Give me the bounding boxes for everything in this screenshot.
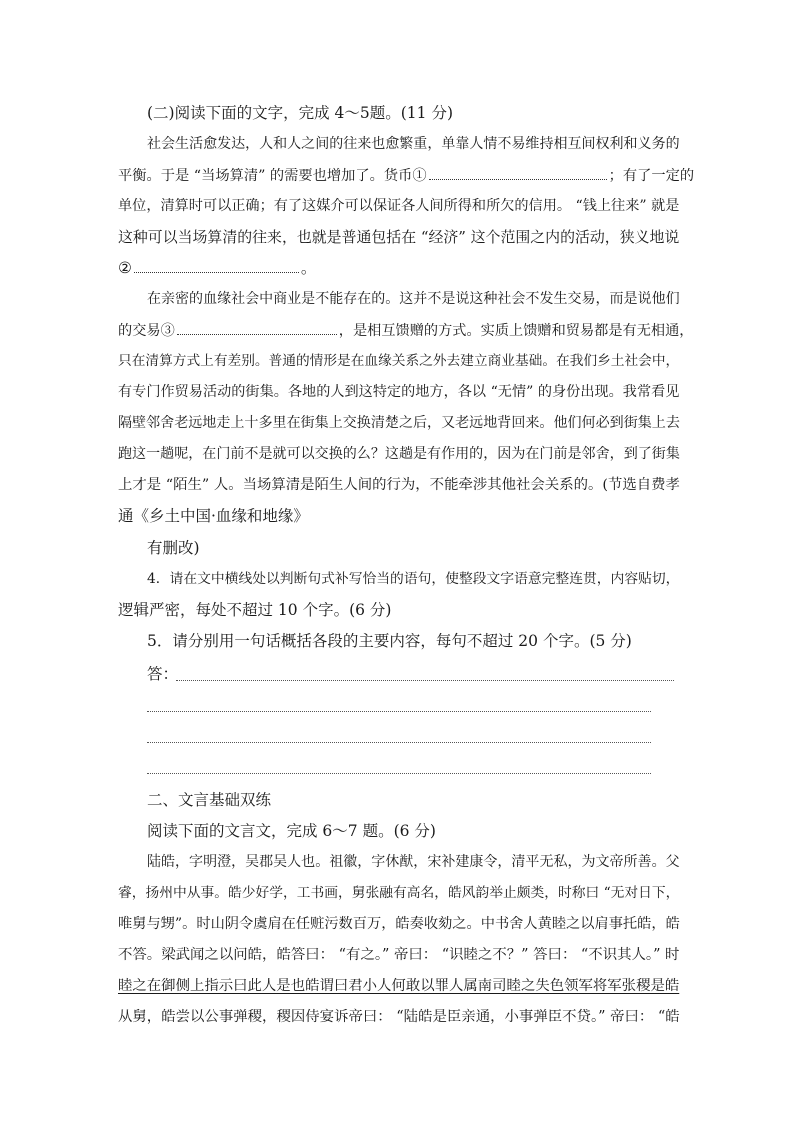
answer-line-4[interactable]	[147, 773, 651, 774]
fill-in-blank-1[interactable]	[429, 165, 607, 180]
fill-in-blank-3[interactable]	[177, 320, 337, 335]
passage-line: 睿，扬州中从事。皓少好学，工书画，舅张融有高名，皓风韵举止颇类，时称曰 “无对日下，	[118, 885, 680, 901]
answer-label: 答：	[147, 665, 179, 683]
section-heading: 二、文言基础双练	[147, 791, 272, 809]
paragraph-line: 的交易③ ，是相互馈赠的方式。实质上馈赠和贸易都是有无相通，	[118, 320, 693, 341]
paragraph-line: 隔壁邻舍老远地走上十多里在街集上交换清楚之后，又老远地背回来。他们何必到街集上去	[118, 415, 680, 431]
answer-line-2[interactable]	[147, 711, 651, 712]
paragraph-line: 社会生活愈发达，人和人之间的往来也愈繁重，单靠人情不易维持相互间权利和义务的	[147, 136, 680, 152]
passage-line: 从舅，皓尝以公事弹稷，稷因侍宴诉帝曰： “陆皓是臣亲通，小事弹臣不贷。” 帝曰： “皓	[118, 1009, 680, 1025]
section-heading: (二)阅读下面的文字，完成 4～5题。(11 分)	[147, 104, 453, 122]
passage-line: 不答。梁武闻之以问皓，皓答曰： “有之。” 帝曰： “识睦之不？” 答曰： “不识其人。” 时	[118, 947, 680, 963]
paragraph-line: 上才是 “陌生” 人。当场算清是陌生人间的行为，不能牵涉其他社会关系的。(节选自费孝	[118, 477, 680, 493]
paragraph-line: 这种可以当场算清的往来，也就是普通包括在 “经济” 这个范围之内的活动，狭义地说	[118, 228, 680, 246]
paragraph-line: 跑这一趟呢，在门前不是就可以交换的么？这趟是有作用的，因为在门前是邻舍，到了街集	[118, 446, 680, 462]
passage-line: 唯舅与甥”。时山阴令虞肩在任赃污数百万，皓奏收劾之。中书舍人黄睦之以肩事托皓，皓	[118, 916, 680, 932]
paragraph-line: 有专门作贸易活动的街集。各地的人到这特定的地方，各以 “无情” 的身份出现。我常看见	[118, 384, 680, 400]
passage-line-underlined: 睦之在御侧上指示曰此人是也皓谓曰君小人何敢以罪人属南司睦之失色领军将军张稷是皓	[118, 978, 680, 994]
fill-in-blank-2[interactable]	[134, 258, 299, 273]
paragraph-line: 单位，清算时可以正确；有了这媒介可以保证各人间所得和所欠的信用。 “钱上往来” 就是	[118, 198, 680, 214]
question-5: 5．请分别用一句话概括各段的主要内容，每句不超过 20 个字。(5 分)	[147, 632, 632, 650]
paragraph-line: ② 。	[118, 259, 317, 277]
paragraph-line: 在亲密的血缘社会中商业是不能存在的。这并不是说这种社会不发生交易，而是说他们	[147, 291, 680, 307]
answer-line-3[interactable]	[147, 742, 651, 743]
question-4-cont: 逻辑严密，每处不超过 10 个字。(6 分)	[118, 601, 392, 619]
answer-line-1[interactable]	[176, 680, 674, 681]
paragraph-line: 只在清算方式上有差别。普通的情形是在血缘关系之外去建立商业基础。在我们乡土社会中，	[118, 353, 680, 369]
paragraph-line: 平衡。于是 “当场算清” 的需要也增加了。货币① ；有了一定的	[118, 165, 694, 186]
passage-line: 陆皓，字明澄，吴郡吴人也。祖徽，字休猷，宋补建康令，清平无私，为文帝所善。父	[147, 854, 680, 870]
paragraph-line: 有删改)	[147, 539, 200, 557]
section-intro: 阅读下面的文言文，完成 6～7 题。(6 分)	[147, 822, 436, 840]
question-4: 4．请在文中横线处以判断句式补写恰当的语句，使整段文字语意完整连贯，内容贴切，	[147, 571, 680, 587]
paragraph-line: 通《乡土中国·血缘和地缘》	[118, 507, 309, 525]
